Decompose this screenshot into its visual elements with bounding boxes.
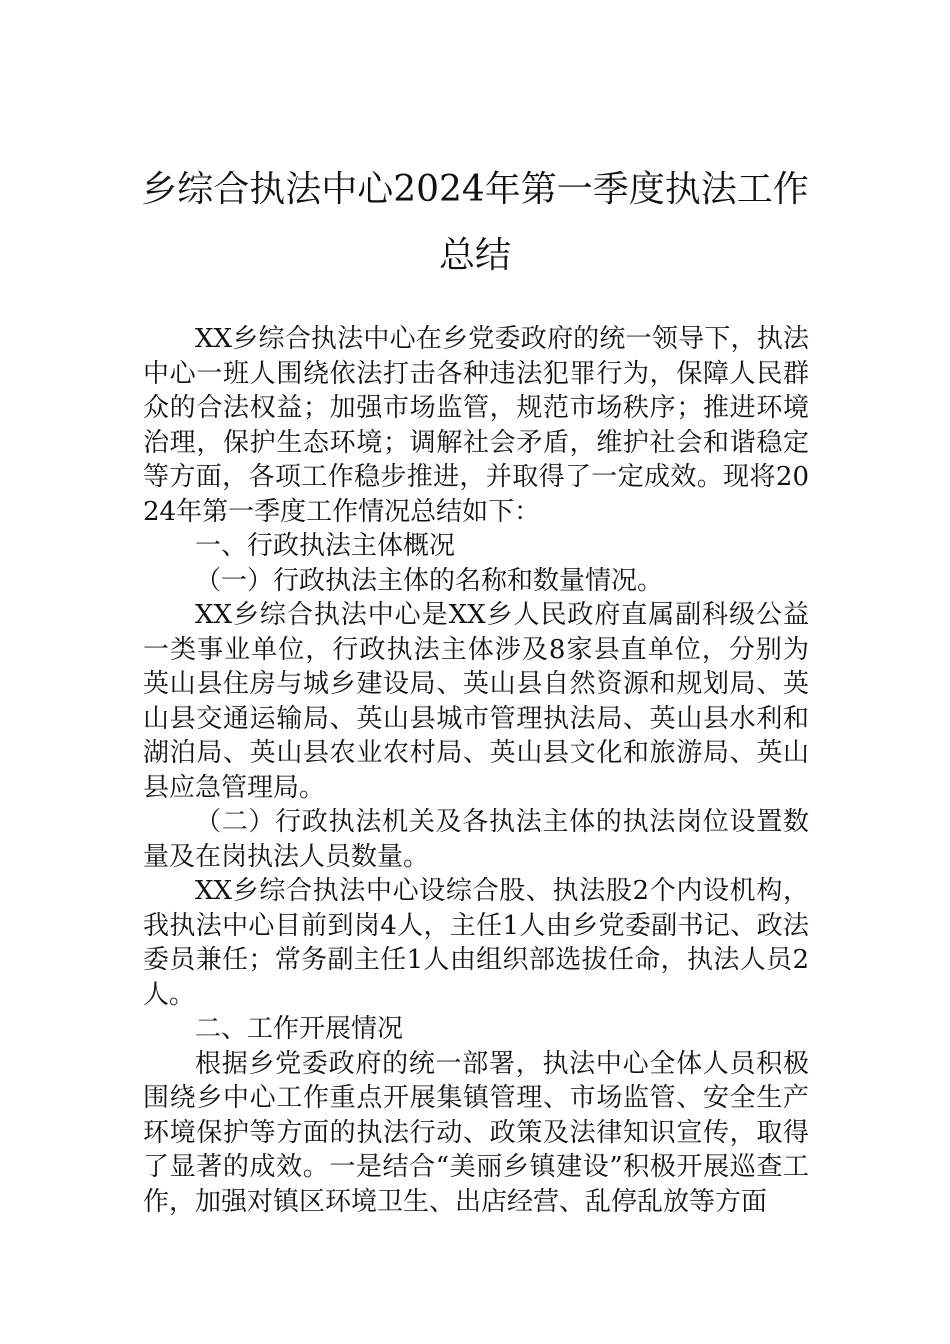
document-body <box>143 322 809 1219</box>
intro-paragraph: XX乡综合执法中心在乡党委政府的统一领导下，执法中心一班人围绕依法打击各种违法犯罪行为，保障人民群众的合法权益；加强市场监管，规范市场秩序；推进环境治理，保护生态环境；调解社会矛盾，维护社会和谐稳定等方面，各项工作稳步推进，并取得了一定成效。现将2024年第一季度工作情况总结如下： <box>143 324 809 527</box>
subsection-heading-2: （二）行政执法机关及各执法主体的执法岗位设置数量及在岗执法人员数量。 <box>143 807 809 872</box>
body-paragraph: XX乡综合执法中心是XX乡人民政府直属副科级公益一类事业单位，行政执法主体涉及8家县直单位，分别为英山县住房与城乡建设局、英山县自然资源和规划局、英山县交通运输局、英山县城市管理执法局、英山县水利和湖泊局、英山县农业农村局、英山县文化和旅游局、英山县应急管理局。 <box>143 600 809 803</box>
subsection-heading-1: （一）行政执法主体的名称和数量情况。 <box>195 565 664 596</box>
document-title-line-1: 乡综合执法中心2024年第一季度执法工作 <box>141 169 809 210</box>
body-paragraph: 根据乡党委政府的统一部署，执法中心全体人员积极围绕乡中心工作重点开展集镇管理、市场监管、安全生产环境保护等方面的执法行动、政策及法律知识宣传，取得了显著的成效。一是结合“美丽乡镇建设”积极开展巡查工作，加强对镇区环境卫生、出店经营、乱停乱放等方面 <box>143 1048 809 1217</box>
body-paragraph: XX乡综合执法中心设综合股、执法股2个内设机构，我执法中心目前到岗4人，主任1人由乡党委副书记、政法委员兼任；常务副主任1人由组织部选拔任命，执法人员2人。 <box>143 876 809 1010</box>
section-heading-2: 二、工作开展情况 <box>195 1014 404 1044</box>
document-title-line-2: 总结 <box>438 235 511 276</box>
section-heading-1: 一、行政执法主体概况 <box>195 531 456 561</box>
